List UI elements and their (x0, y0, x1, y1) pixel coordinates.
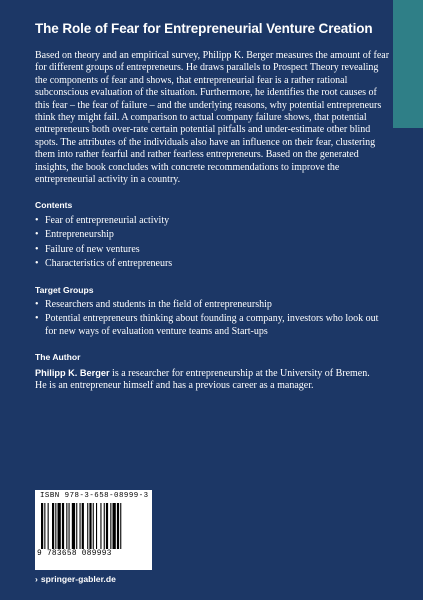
barcode-stripe (117, 503, 119, 549)
barcode-stripe (41, 503, 43, 549)
barcode-stripe (100, 503, 101, 549)
abstract-text: Based on theory and an empirical survey, Philipp K. Berger measures the amount of fear for different groups of entrepreneurs. He draws parallels to Prospect Theory revealing the components of fear and shows, that entrepreneurial fear is a rather rational subconscious evaluation of the situation. Furthermore, he identifies the root causes of this fear – the fear of failure – and the underlying reasons, why potential entrepreneurs think they might fail. A comparison to actual company failure shows, that potential entrepreneurs both over-rate certain potential pitfalls and under-estimate other blind spots. The attributes of the individuals also have an influence on their fear, clustering them into rather fearful and rather fearless entrepreneurs. Based on the generated insights, the book concludes with concrete recommendations to improve the entrepreneurial activity in a country. (35, 50, 390, 186)
list-item: • Characteristics of entrepreneurs (35, 258, 390, 270)
barcode-stripe (72, 503, 75, 549)
author-name: Philipp K. Berger (35, 367, 110, 378)
barcode-stripe (52, 503, 54, 549)
target-groups-heading: Target Groups (35, 284, 94, 295)
author-heading: The Author (35, 352, 81, 363)
target-groups-list (35, 299, 390, 338)
barcode-stripe (55, 503, 56, 549)
isbn-label: ISBN 978-3-658-08999-3 (40, 492, 149, 500)
arrow-icon: › (35, 574, 38, 584)
barcode-stripe (110, 503, 111, 549)
barcode-stripe (44, 503, 45, 549)
isbn-digits: 9 783658 089993 (37, 550, 112, 558)
publisher-url: springer-gabler.de (40, 574, 116, 584)
barcode-stripe (58, 503, 61, 549)
isbn-barcode (35, 490, 152, 570)
list-item: • Entrepreneurship (35, 229, 390, 241)
barcode-stripe (120, 503, 121, 549)
barcode-stripe (80, 503, 81, 549)
publisher-link[interactable] (35, 574, 116, 584)
barcode-bars (41, 503, 147, 549)
book-title: The Role of Fear for Entrepreneurial Venture Creation (35, 21, 373, 36)
barcode-stripe (48, 503, 49, 549)
barcode-stripe (69, 503, 70, 549)
barcode-stripe (113, 503, 116, 549)
author-bio-line1: is a researcher for entrepreneurship at the University of Bremen. (109, 367, 370, 379)
contents-list (35, 215, 390, 271)
author-bio (35, 367, 390, 393)
list-item: • Fear of entrepreneurial activity (35, 215, 390, 227)
list-item: • Potential entrepreneurs thinking about founding a company, investors who look out for new ways of evaluation venture teams and Start-ups (35, 313, 390, 338)
barcode-stripe (87, 503, 88, 549)
barcode-stripe (62, 503, 64, 549)
barcode-stripe (82, 503, 84, 549)
barcode-stripe (93, 503, 94, 549)
barcode-stripe (76, 503, 77, 549)
barcode-stripe (66, 503, 67, 549)
list-item: • Failure of new ventures (35, 244, 390, 256)
back-cover-content (35, 50, 390, 392)
barcode-stripe (96, 503, 97, 549)
accent-tab (393, 0, 423, 128)
contents-heading: Contents (35, 200, 73, 211)
barcode-stripe (104, 503, 105, 549)
list-item: • Researchers and students in the field of entrepreneurship (35, 299, 390, 311)
barcode-stripe (89, 503, 91, 549)
barcode-stripe (106, 503, 108, 549)
author-bio-line2: He is an entrepreneur himself and has a previous career as a manager. (35, 379, 314, 391)
